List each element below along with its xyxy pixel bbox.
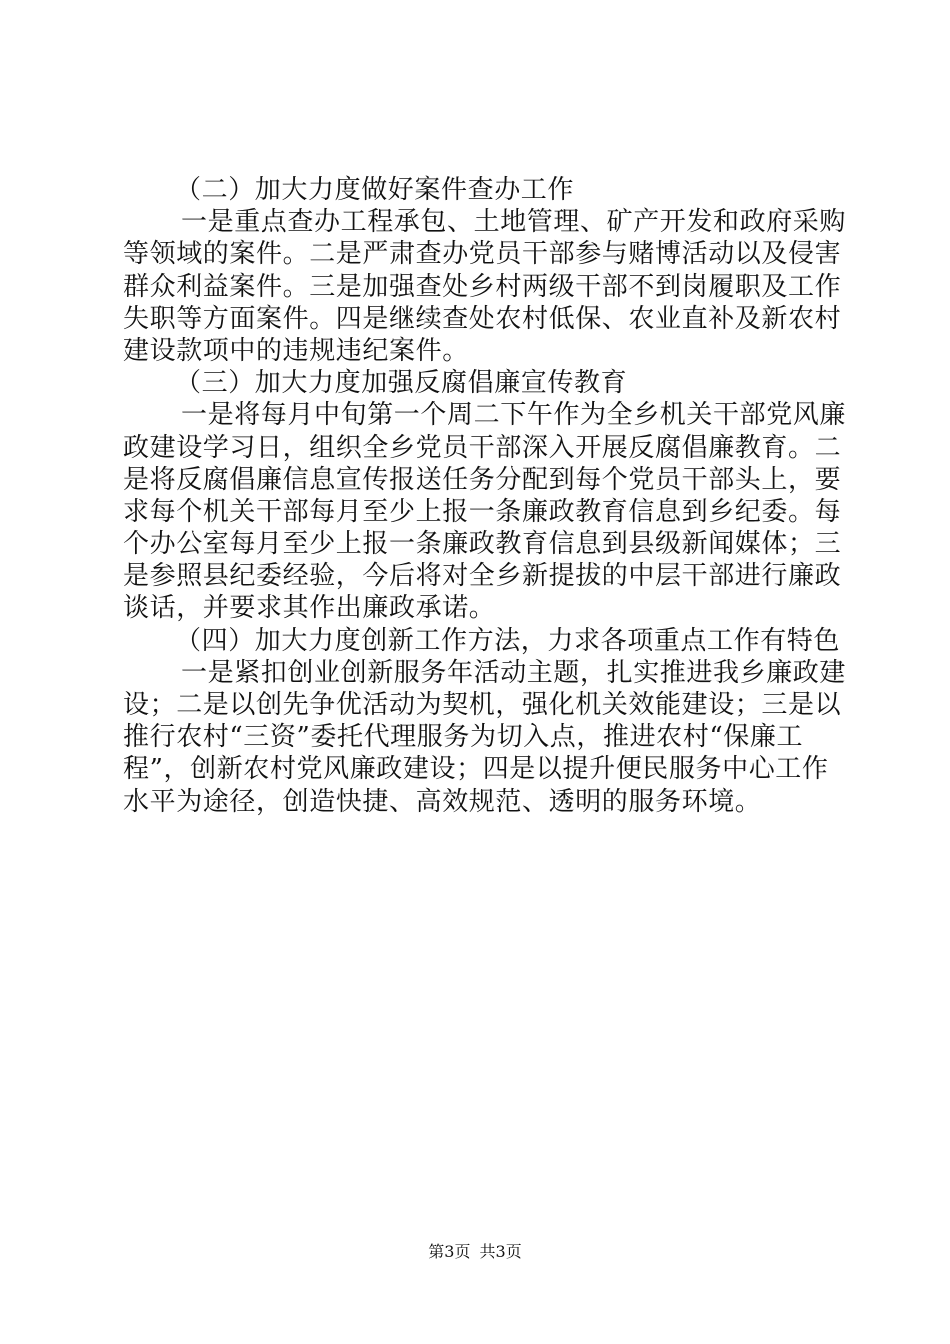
heading-section-4: （四）加大力度创新工作方法，力求各项重点工作有特色	[175, 625, 841, 656]
paragraph-line: 水平为途径，创造快捷、高效规范、透明的服务环境。	[123, 786, 762, 817]
paragraph-line: 是将反腐倡廉信息宣传报送任务分配到每个党员干部头上，要	[123, 464, 842, 495]
paragraph-line: 求每个机关干部每月至少上报一条廉政教育信息到乡纪委。每	[123, 496, 842, 527]
heading-section-2: （二）加大力度做好案件查办工作	[175, 175, 575, 205]
paragraph-line: 是参照县纪委经验，今后将对全乡新提拔的中层干部进行廉政	[123, 561, 842, 592]
paragraph-line: 失职等方面案件。四是继续查处农村低保、农业直补及新农村	[123, 303, 842, 334]
paragraph-line: 一是紧扣创业创新服务年活动主题，扎实推进我乡廉政建	[181, 657, 847, 688]
paragraph-line: 政建设学习日，组织全乡党员干部深入开展反腐倡廉教育。二	[123, 432, 842, 463]
paragraph-line: 一是重点查办工程承包、土地管理、矿产开发和政府采购	[181, 207, 847, 238]
paragraph-line: 群众利益案件。三是加强查处乡村两级干部不到岗履职及工作	[123, 271, 842, 302]
paragraph-line: 建设款项中的违规违纪案件。	[123, 335, 469, 366]
paragraph-line: 推行农村“三资”委托代理服务为切入点，推进农村“保廉工	[123, 722, 804, 753]
page-footer	[0, 1242, 950, 1262]
paragraph-line: 一是将每月中旬第一个周二下午作为全乡机关干部党风廉	[181, 400, 847, 431]
page-total: 共3页	[479, 1242, 522, 1261]
heading-section-3: （三）加大力度加强反腐倡廉宣传教育	[175, 368, 628, 399]
page-number: 第3页	[428, 1242, 471, 1261]
document-body	[123, 174, 847, 818]
paragraph-line: 等领域的案件。二是严肃查办党员干部参与赌博活动以及侵害	[123, 239, 842, 270]
paragraph-line: 设；二是以创先争优活动为契机，强化机关效能建设；三是以	[123, 690, 842, 720]
paragraph-line: 谈话，并要求其作出廉政承诺。	[123, 593, 496, 624]
paragraph-line: 程”，创新农村党风廉政建设；四是以提升便民服务中心工作	[123, 754, 829, 785]
paragraph-line: 个办公室每月至少上报一条廉政教育信息到县级新闻媒体；三	[123, 529, 842, 560]
